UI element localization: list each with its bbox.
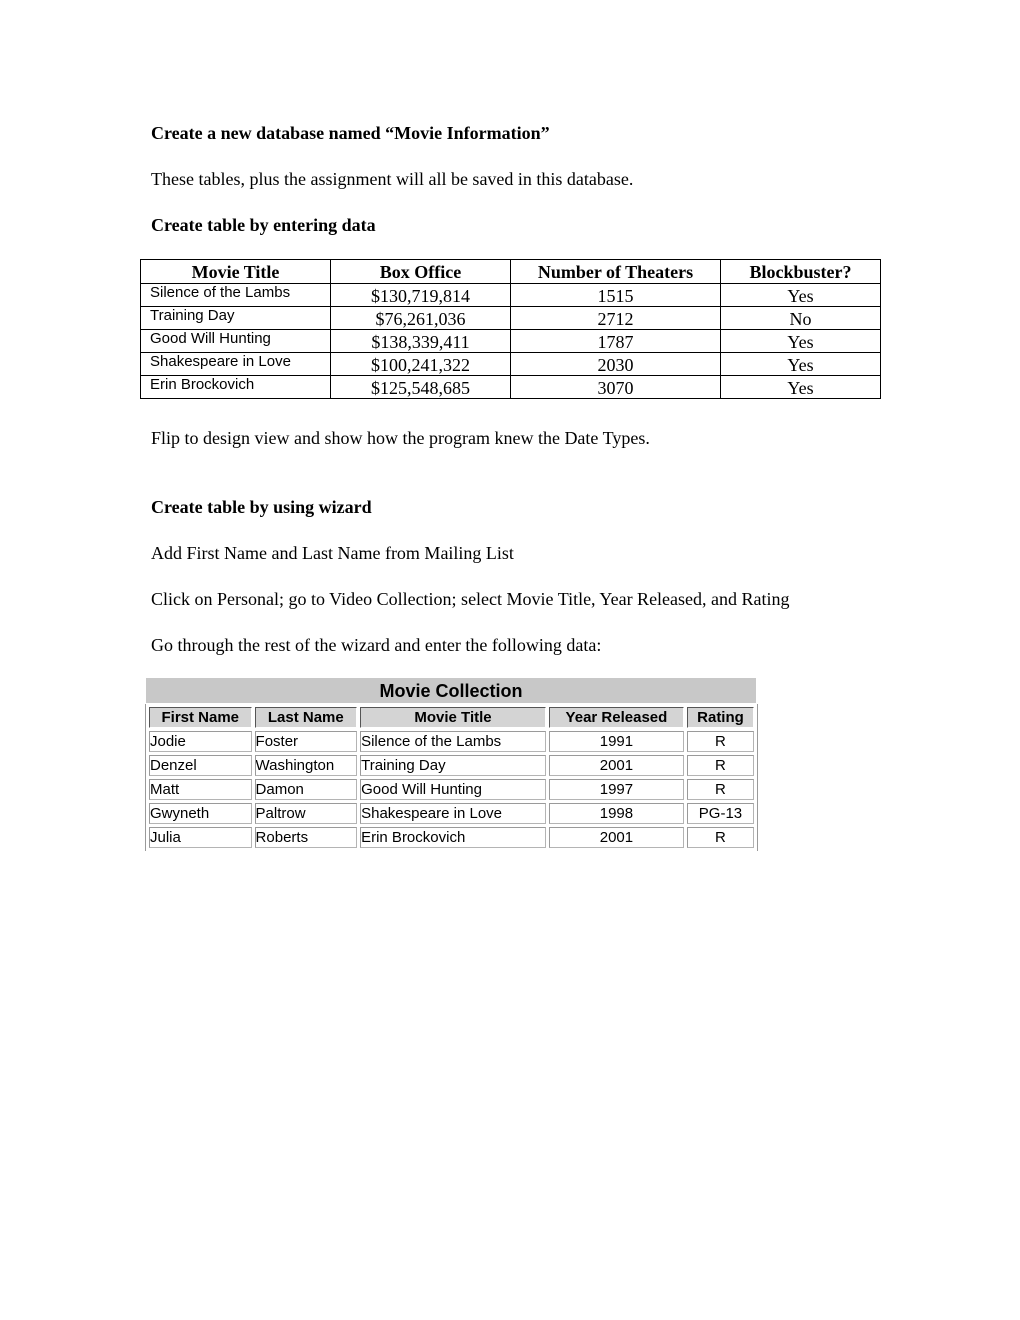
cell-theaters: 1515: [511, 284, 721, 307]
table-row: [149, 755, 754, 776]
cell-rating: PG-13: [687, 803, 754, 824]
paragraph-go-through-wizard: Go through the rest of the wizard and enter the following data:: [151, 635, 602, 655]
movie-collection-grid: [145, 704, 758, 851]
column-header-box-office: Box Office: [331, 260, 511, 284]
cell-blockbuster: Yes: [721, 353, 881, 376]
cell-movie-title: Shakespeare in Love: [141, 353, 331, 376]
table-row: [141, 376, 881, 399]
cell-box-office: $100,241,322: [331, 353, 511, 376]
cell-movie-title: Erin Brockovich: [360, 827, 546, 848]
heading-create-table-wizard: Create table by using wizard: [151, 497, 372, 517]
table-row: [149, 779, 754, 800]
table-row: [141, 353, 881, 376]
cell-movie-title: Training Day: [360, 755, 546, 776]
table-row: [149, 803, 754, 824]
table-row: [141, 307, 881, 330]
cell-movie-title: Shakespeare in Love: [360, 803, 546, 824]
cell-rating: R: [687, 827, 754, 848]
paragraph-flip-design-view: Flip to design view and show how the program knew the Date Types.: [151, 428, 650, 448]
paragraph-click-personal: Click on Personal; go to Video Collection; select Movie Title, Year Released, and Rating: [151, 589, 790, 609]
table-row: [149, 731, 754, 752]
cell-first-name: Jodie: [149, 731, 252, 752]
paragraph-tables-saved: These tables, plus the assignment will all be saved in this database.: [151, 169, 634, 189]
cell-movie-title: Good Will Hunting: [360, 779, 546, 800]
cell-blockbuster: Yes: [721, 284, 881, 307]
cell-movie-title: Silence of the Lambs: [141, 284, 331, 307]
table-row: [149, 827, 754, 848]
cell-last-name: Damon: [255, 779, 358, 800]
cell-blockbuster: Yes: [721, 330, 881, 353]
cell-theaters: 1787: [511, 330, 721, 353]
cell-theaters: 3070: [511, 376, 721, 399]
cell-movie-title: Erin Brockovich: [141, 376, 331, 399]
cell-year-released: 2001: [549, 827, 684, 848]
column-header-number-of-theaters: Number of Theaters: [511, 260, 721, 284]
cell-movie-title: Silence of the Lambs: [360, 731, 546, 752]
cell-blockbuster: Yes: [721, 376, 881, 399]
box-office-table: [140, 259, 881, 399]
cell-box-office: $138,339,411: [331, 330, 511, 353]
cell-rating: R: [687, 731, 754, 752]
heading-create-table-entering-data: Create table by entering data: [151, 215, 376, 235]
cell-box-office: $125,548,685: [331, 376, 511, 399]
movie-collection-table: [145, 678, 758, 864]
cell-year-released: 1991: [549, 731, 684, 752]
cell-rating: R: [687, 755, 754, 776]
cell-year-released: 1998: [549, 803, 684, 824]
cell-rating: R: [687, 779, 754, 800]
table-header-row: [141, 260, 881, 284]
cell-last-name: Foster: [255, 731, 358, 752]
cell-year-released: 1997: [549, 779, 684, 800]
cell-first-name: Julia: [149, 827, 252, 848]
cell-year-released: 2001: [549, 755, 684, 776]
paragraph-add-names: Add First Name and Last Name from Mailing List: [151, 543, 514, 563]
column-header-year-released: Year Released: [549, 707, 684, 728]
column-header-blockbuster: Blockbuster?: [721, 260, 881, 284]
cell-movie-title: Good Will Hunting: [141, 330, 331, 353]
cell-box-office: $130,719,814: [331, 284, 511, 307]
column-header-rating: Rating: [687, 707, 754, 728]
movie-collection-title: Movie Collection: [146, 678, 756, 703]
cell-blockbuster: No: [721, 307, 881, 330]
column-header-first-name: First Name: [149, 707, 252, 728]
heading-create-database: Create a new database named “Movie Information”: [151, 123, 550, 143]
cell-theaters: 2712: [511, 307, 721, 330]
column-header-movie-title: Movie Title: [141, 260, 331, 284]
collection-header-row: [149, 707, 754, 728]
cell-theaters: 2030: [511, 353, 721, 376]
cell-last-name: Roberts: [255, 827, 358, 848]
column-header-last-name: Last Name: [255, 707, 358, 728]
cell-box-office: $76,261,036: [331, 307, 511, 330]
cell-first-name: Denzel: [149, 755, 252, 776]
table-row: [141, 330, 881, 353]
cell-last-name: Washington: [255, 755, 358, 776]
column-header-movie-title: Movie Title: [360, 707, 546, 728]
table-row: [141, 284, 881, 307]
cell-first-name: Gwyneth: [149, 803, 252, 824]
cell-movie-title: Training Day: [141, 307, 331, 330]
cell-last-name: Paltrow: [255, 803, 358, 824]
cell-first-name: Matt: [149, 779, 252, 800]
